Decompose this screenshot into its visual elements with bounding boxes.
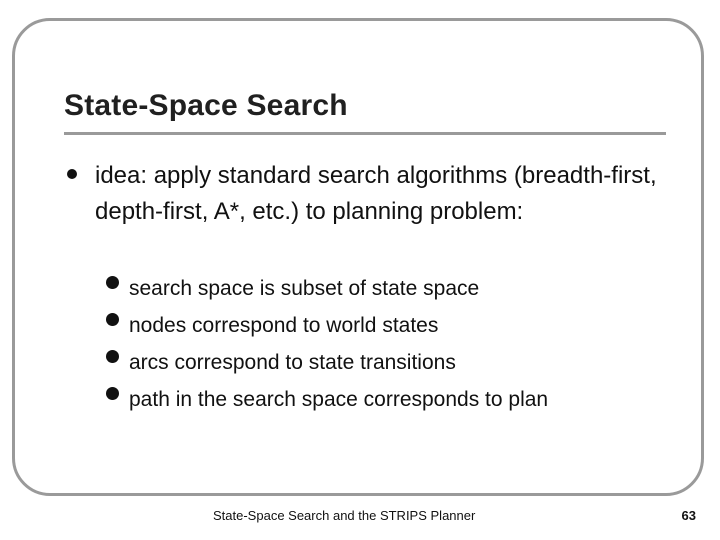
sub-bullet-dot-icon [106,350,119,363]
title-divider [64,132,666,135]
bullet-dot-icon [67,169,77,179]
sub-bullet-text: path in the search space corresponds to plan [129,388,549,411]
sub-bullet-list [103,270,683,418]
page-number: 63 [681,508,696,523]
slide-footer: State-Space Search and the STRIPS Planner [213,508,476,523]
sub-bullet-text: arcs correspond to state transitions [129,351,456,374]
sub-bullet-dot-icon [106,276,119,289]
sub-bullet-dot-icon [106,313,119,326]
sub-bullet-text: nodes correspond to world states [129,314,439,337]
slide-title: State-Space Search [64,89,348,122]
main-bullet-text: idea: apply standard search algorithms (breadth-first, depth-first, A*, etc.) to planning problem: [95,162,657,225]
sub-bullet-item [103,270,683,307]
sub-bullet-item [103,344,683,381]
sub-bullet-item [103,307,683,344]
sub-bullet-dot-icon [106,387,119,400]
sub-bullet-text: search space is subset of state space [129,277,480,300]
sub-bullet-item [103,381,683,418]
